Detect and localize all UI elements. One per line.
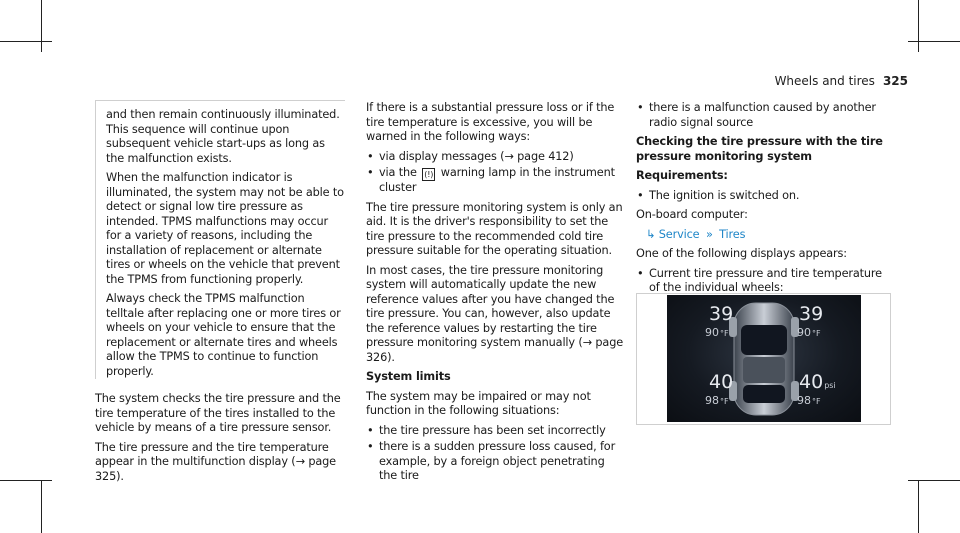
- list-item-text: via display messages (→ page 412): [379, 149, 574, 163]
- front-left-pressure: 39: [709, 303, 734, 325]
- crop-mark: [908, 41, 960, 42]
- front-left-temperature: 90°F: [705, 326, 729, 339]
- crop-mark: [908, 480, 960, 481]
- list-item: • The ignition is switched on.: [636, 189, 894, 204]
- crop-mark: [918, 0, 919, 52]
- double-chevron-icon: »: [705, 227, 713, 241]
- tire-pressure-display: [667, 295, 861, 422]
- rear-left-pressure: 40: [709, 371, 734, 393]
- crop-mark: [0, 480, 52, 481]
- rear-right-temperature: 98°F: [797, 394, 821, 407]
- rear-right-pressure: 40psi: [799, 371, 836, 393]
- tpms-warning-icon: (!): [424, 170, 434, 179]
- running-header: [775, 74, 908, 88]
- displays-list: [636, 267, 894, 296]
- tpms-malfunction-note: [95, 100, 345, 379]
- body-paragraph: One of the following displays appears:: [636, 247, 847, 260]
- front-right-pressure: 39: [799, 303, 824, 325]
- figure-frame: [636, 293, 891, 425]
- note-paragraph: and then remain continuously illuminated. This sequence will continue upon subsequent vehicle start-ups as long as the malfunction exists.: [106, 108, 340, 165]
- requirements-list: [636, 189, 894, 204]
- rear-left-temperature: 98°F: [705, 394, 729, 407]
- warning-intro: If there is a substantial pressure loss or if the tire temperature is excessive, you will be warned in the following ways:: [366, 101, 615, 143]
- system-limits-heading: System limits: [366, 370, 451, 383]
- limits-list: [366, 424, 624, 484]
- body-paragraph: The system may be impaired or may not function in the following situations:: [366, 389, 591, 417]
- list-item-text: warning lamp in the instrument cluster: [379, 166, 615, 194]
- front-right-temperature: 90°F: [797, 326, 821, 339]
- crop-mark: [41, 0, 42, 52]
- section-title: Wheels and tires: [774, 74, 875, 88]
- body-paragraph: The system checks the tire pressure and the tire temperature of the tires installed to the vehicle by means of a tire pressure sensor.: [95, 392, 341, 434]
- crop-mark: [918, 480, 919, 533]
- column-2: [366, 101, 624, 489]
- car-top-view-icon: [667, 295, 861, 422]
- section-heading: Checking the tire pressure with the tire pressure monitoring system: [636, 135, 883, 163]
- list-item: • Current tire pressure and tire temperature of the individual wheels:: [636, 267, 894, 296]
- computer-label: On-board computer:: [636, 208, 748, 221]
- menu-path: [636, 228, 894, 243]
- column-3: [636, 101, 894, 301]
- warning-list: [366, 150, 624, 196]
- list-item: • the tire pressure has been set incorrectly: [366, 424, 624, 439]
- column-1: [95, 100, 345, 489]
- crop-mark: [0, 41, 52, 42]
- body-paragraph: In most cases, the tire pressure monitoring system will automatically update the new reference values after you have changed the tire pressure. You can, however, also update the reference values by restarting the tire pressure monitoring system manually (→ page 326).: [366, 263, 624, 364]
- body-paragraph: The tire pressure and the tire temperature appear in the multifunction display (→ page 325).: [95, 440, 336, 483]
- body-paragraph: The tire pressure monitoring system is only an aid. It is the driver's responsibility to set the tire pressure to the recommended cold tire pressure suitable for the operating situation.: [366, 200, 623, 257]
- crop-mark: [41, 480, 42, 533]
- menu-arrow-icon: ↳: [646, 227, 656, 241]
- list-item: [366, 166, 624, 196]
- limits-list-continued: [636, 101, 894, 130]
- menu-item-tires: Tires: [719, 227, 746, 241]
- requirements-label: Requirements:: [636, 169, 728, 182]
- note-paragraph: When the malfunction indicator is illuminated, the system may not be able to detect or signal low tire pressure as intended. TPMS malfunctions may occur for a variety of reasons, including the installation of replacement or alternate tires or wheels on the vehicle that prevent the TPMS from functioning properly.: [106, 171, 344, 286]
- list-item: • there is a malfunction caused by another radio signal source: [636, 101, 894, 130]
- list-item: [366, 150, 624, 165]
- list-item: • there is a sudden pressure loss caused, for example, by a foreign object penetrating the tire: [366, 440, 624, 484]
- list-item-text: via the: [379, 166, 417, 179]
- page-number: 325: [882, 74, 908, 88]
- note-paragraph: Always check the TPMS malfunction telltale after replacing one or more tires or wheels on your vehicle to ensure that the replacement or alternate tires and wheels allow the TPMS to continue to function properly.: [106, 292, 341, 378]
- menu-item-service: Service: [658, 227, 700, 241]
